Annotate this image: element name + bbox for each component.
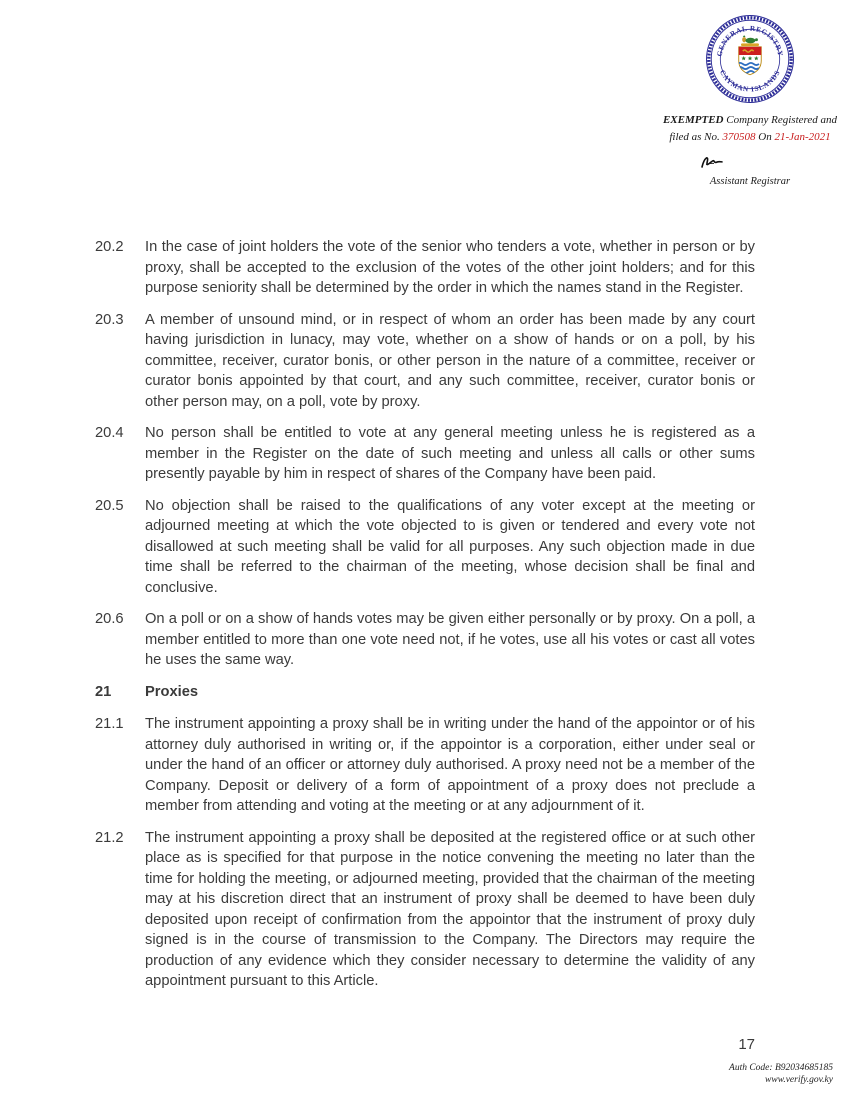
- registration-note-line2: filed as No. 370508 On 21-Jan-2021: [669, 130, 831, 143]
- clause-text: On a poll or on a show of hands votes may be given either personally or by proxy. On a poll, a member entitled to more than one vote need not, if he votes, use all his votes or cast all votes he uses the same way.: [145, 611, 755, 668]
- clause-number: 20.2: [95, 239, 124, 255]
- page-number: 17: [738, 1036, 755, 1053]
- auth-footer: [729, 1062, 833, 1086]
- articles-body: [95, 237, 755, 1003]
- registration-note: [650, 112, 850, 145]
- clause-number: 20.4: [95, 425, 124, 441]
- clause-20-4: [95, 423, 755, 485]
- clause-number: 21.1: [95, 716, 124, 732]
- registry-stamp-block: [650, 14, 850, 187]
- registration-note-line1: EXEMPTED Company Registered and: [662, 114, 838, 126]
- clause-20-6: [95, 609, 755, 671]
- clause-20-5: [95, 496, 755, 599]
- clause-number: 20.5: [95, 497, 124, 514]
- clause-20-3: [95, 310, 755, 413]
- registration-date: 21-Jan-2021: [774, 130, 831, 143]
- clause-21-2: [95, 828, 755, 992]
- section-heading-proxies: [95, 682, 755, 703]
- clause-text: The instrument appointing a proxy shall be deposited at the registered office or at such other place as is specified for that purpose in the notice convening the meeting no later than the time for holding the meeting, or adjourned meeting, provided that the chairman of the meeting may at his discretion direct that an instrument of proxy shall be deemed to have been duly deposited upon receipt of confirmation from the appointor that the instrument of proxy duly signed is in the course of transmission to the Company. The Directors may require the production of any evidence which they consider necessary to determine the validity of any appointment pursuant to this Article.: [145, 829, 755, 989]
- clause-text: A member of unsound mind, or in respect of whom an order has been made by any court having jurisdiction in lunacy, may vote, whether on a show of hands or on a poll, by his committee, receiver, curator bonis, or other person in the nature of a committee, receiver or curator bonis appointed by that court, and any such committee, receiver, curator bonis or other person may, on a poll, vote by proxy.: [145, 311, 755, 410]
- clause-number: 20.6: [95, 611, 124, 627]
- registrar-signature: [650, 154, 850, 174]
- clause-text: No objection shall be raised to the qualifications of any voter except at the meeting or adjourned meeting at which the vote objected to is given or tendered and every vote not disallowed at such meeting shall be valid for all purposes. Any such objection made in due time shall be referred to the chairman of the meeting, whose decision shall be final and conclusive.: [145, 497, 755, 596]
- cayman-coat-of-arms-icon: [737, 35, 761, 75]
- clause-number: 20.3: [95, 311, 124, 328]
- exempted-label: EXEMPTED: [662, 114, 724, 126]
- clause-text: No person shall be entitled to vote at any general meeting unless he is registered as a member in the Register on the date of such meeting and unless all calls or other sums presently payable by him in respect of shares of the Company have been paid.: [145, 425, 755, 482]
- registration-number: 370508: [722, 130, 756, 143]
- seal-ring-top-text: GENERAL REGISTRY: [715, 24, 785, 58]
- clause-text: The instrument appointing a proxy shall be in writing under the hand of the appointor or of his attorney duly authorised in writing or, if the appointor is a corporation, either under seal or under the hand of an officer or attorney duly authorised. A proxy need not be a member of the Company. Deposit or delivery of a form of appointment of a proxy does not preclude a member from attending and voting at the meeting or at any adjournment of it.: [145, 716, 755, 814]
- clause-21-1: [95, 714, 755, 817]
- clause-20-2: [95, 237, 755, 299]
- signature-icon: [700, 154, 730, 172]
- clause-text: In the case of joint holders the vote of the senior who tenders a vote, whether in person or by proxy, shall be accepted to the exclusion of the votes of the other joint holders; and for this purpose seniority shall be determined by the order in which the names stand in the Register.: [145, 239, 755, 296]
- registrar-title: Assistant Registrar: [709, 176, 791, 187]
- seal-ring-bottom-text: CAYMAN ISLANDS: [718, 68, 782, 94]
- auth-code: Auth Code: B92034685185: [729, 1063, 833, 1073]
- section-number: 21: [95, 683, 112, 700]
- clause-number: 21.2: [95, 829, 124, 846]
- general-registry-seal-icon: [705, 14, 795, 104]
- section-title: Proxies: [145, 683, 199, 700]
- verify-url: www.verify.gov.ky: [765, 1075, 833, 1085]
